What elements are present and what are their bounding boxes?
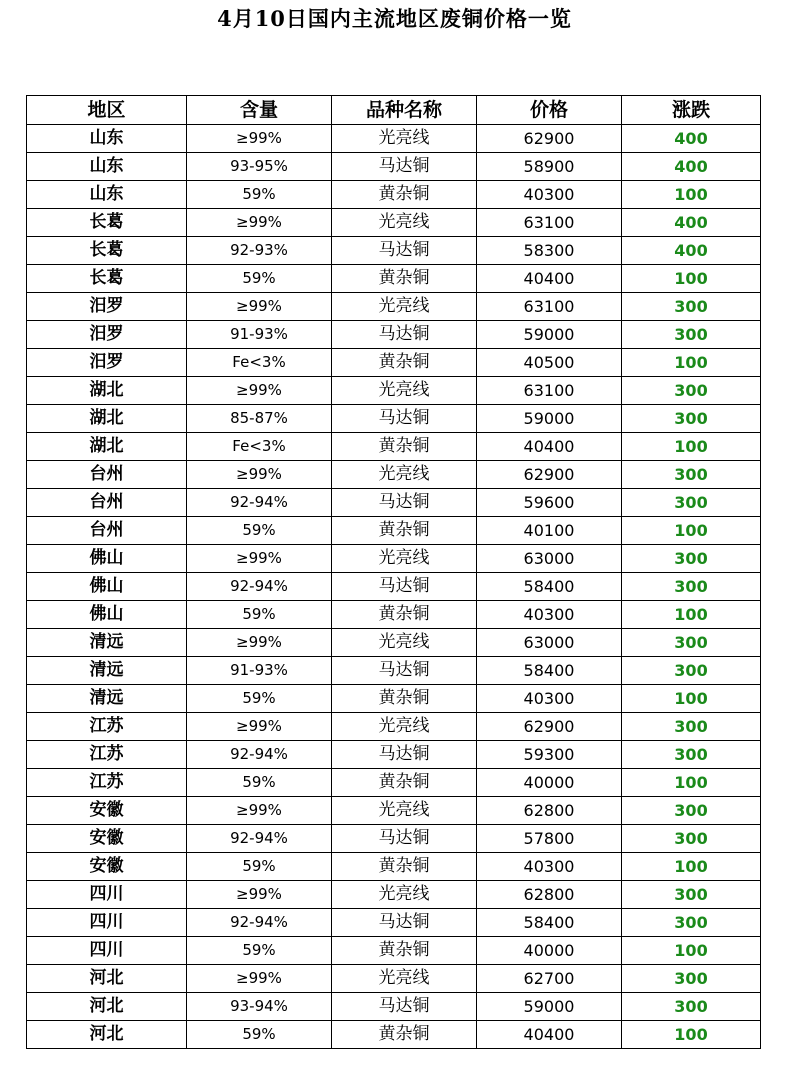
cell-content: 93-95% [187,153,332,181]
cell-content: 91-93% [187,657,332,685]
table-row [27,713,761,741]
table-row [27,125,761,153]
table-row [27,433,761,461]
table-row [27,909,761,937]
cell-variety: 光亮线 [332,125,477,153]
cell-price: 58400 [477,909,622,937]
cell-region: 山东 [27,153,187,181]
cell-content: ≥99% [187,713,332,741]
table-row [27,881,761,909]
cell-price: 40300 [477,853,622,881]
cell-change: 400 [622,209,761,237]
price-table [26,95,761,1049]
header-change: 涨跌 [622,96,761,125]
cell-region: 江苏 [27,769,187,797]
cell-change: 100 [622,433,761,461]
cell-content: 59% [187,601,332,629]
cell-content: 59% [187,517,332,545]
cell-change: 300 [622,881,761,909]
cell-region: 长葛 [27,237,187,265]
cell-region: 四川 [27,909,187,937]
cell-region: 安徽 [27,825,187,853]
cell-price: 40500 [477,349,622,377]
cell-change: 300 [622,825,761,853]
table-row [27,461,761,489]
table-row [27,489,761,517]
cell-price: 63100 [477,209,622,237]
cell-change: 100 [622,769,761,797]
cell-content: 92-94% [187,573,332,601]
table-row [27,825,761,853]
cell-variety: 光亮线 [332,293,477,321]
cell-change: 300 [622,461,761,489]
table-row [27,377,761,405]
cell-variety: 黄杂铜 [332,349,477,377]
cell-region: 安徽 [27,853,187,881]
header-region: 地区 [27,96,187,125]
table-row [27,965,761,993]
table-row [27,517,761,545]
cell-region: 湖北 [27,433,187,461]
cell-variety: 马达铜 [332,237,477,265]
cell-change: 100 [622,601,761,629]
cell-variety: 光亮线 [332,209,477,237]
table-row [27,657,761,685]
cell-change: 300 [622,489,761,517]
table-row [27,685,761,713]
cell-price: 58900 [477,153,622,181]
cell-content: 91-93% [187,321,332,349]
cell-region: 佛山 [27,545,187,573]
cell-change: 100 [622,517,761,545]
cell-change: 400 [622,237,761,265]
cell-change: 300 [622,629,761,657]
table-row [27,265,761,293]
cell-region: 佛山 [27,573,187,601]
cell-content: ≥99% [187,209,332,237]
cell-region: 山东 [27,181,187,209]
cell-price: 58400 [477,657,622,685]
cell-region: 湖北 [27,377,187,405]
cell-region: 台州 [27,517,187,545]
cell-variety: 光亮线 [332,713,477,741]
header-variety: 品种名称 [332,96,477,125]
cell-change: 300 [622,909,761,937]
table-row [27,797,761,825]
cell-variety: 黄杂铜 [332,517,477,545]
cell-content: Fe<3% [187,433,332,461]
cell-variety: 黄杂铜 [332,601,477,629]
cell-change: 100 [622,349,761,377]
cell-change: 400 [622,153,761,181]
cell-region: 湖北 [27,405,187,433]
cell-price: 59600 [477,489,622,517]
cell-variety: 马达铜 [332,909,477,937]
table-row [27,293,761,321]
cell-price: 58300 [477,237,622,265]
cell-region: 江苏 [27,741,187,769]
cell-variety: 光亮线 [332,461,477,489]
cell-change: 300 [622,377,761,405]
cell-region: 河北 [27,993,187,1021]
table-row [27,349,761,377]
cell-price: 57800 [477,825,622,853]
cell-price: 62900 [477,461,622,489]
cell-region: 清远 [27,685,187,713]
cell-content: Fe<3% [187,349,332,377]
table-row [27,853,761,881]
table-row [27,181,761,209]
cell-content: 85-87% [187,405,332,433]
cell-price: 59000 [477,993,622,1021]
cell-change: 100 [622,181,761,209]
table-row [27,741,761,769]
cell-content: 92-94% [187,825,332,853]
cell-price: 58400 [477,573,622,601]
cell-variety: 黄杂铜 [332,1021,477,1049]
table-row [27,993,761,1021]
cell-price: 40400 [477,265,622,293]
cell-price: 40400 [477,433,622,461]
cell-price: 63000 [477,629,622,657]
cell-content: 92-94% [187,489,332,517]
cell-variety: 光亮线 [332,545,477,573]
cell-price: 40300 [477,685,622,713]
cell-change: 100 [622,265,761,293]
cell-variety: 黄杂铜 [332,853,477,881]
cell-variety: 黄杂铜 [332,769,477,797]
cell-content: 59% [187,937,332,965]
cell-region: 安徽 [27,797,187,825]
cell-change: 300 [622,573,761,601]
cell-variety: 光亮线 [332,629,477,657]
cell-content: ≥99% [187,377,332,405]
cell-change: 300 [622,741,761,769]
cell-content: 92-93% [187,237,332,265]
cell-region: 汨罗 [27,349,187,377]
cell-change: 300 [622,321,761,349]
cell-price: 62900 [477,713,622,741]
cell-change: 100 [622,853,761,881]
cell-change: 400 [622,125,761,153]
cell-region: 山东 [27,125,187,153]
cell-content: ≥99% [187,461,332,489]
cell-price: 59300 [477,741,622,769]
cell-content: 59% [187,853,332,881]
cell-change: 100 [622,1021,761,1049]
table-row [27,769,761,797]
cell-price: 40000 [477,937,622,965]
cell-price: 62700 [477,965,622,993]
cell-content: ≥99% [187,629,332,657]
cell-region: 长葛 [27,209,187,237]
cell-price: 62800 [477,881,622,909]
table-row [27,237,761,265]
cell-region: 四川 [27,937,187,965]
table-row [27,153,761,181]
table-row [27,1021,761,1049]
table-row [27,321,761,349]
cell-content: 59% [187,685,332,713]
cell-region: 台州 [27,461,187,489]
cell-price: 62900 [477,125,622,153]
cell-variety: 马达铜 [332,489,477,517]
cell-region: 江苏 [27,713,187,741]
table-row [27,937,761,965]
cell-variety: 黄杂铜 [332,433,477,461]
table-row [27,601,761,629]
cell-region: 清远 [27,657,187,685]
cell-content: ≥99% [187,797,332,825]
cell-content: ≥99% [187,965,332,993]
cell-change: 300 [622,993,761,1021]
cell-change: 300 [622,657,761,685]
cell-variety: 光亮线 [332,965,477,993]
cell-variety: 马达铜 [332,993,477,1021]
cell-region: 河北 [27,1021,187,1049]
cell-price: 40300 [477,181,622,209]
header-row [27,96,761,125]
cell-region: 清远 [27,629,187,657]
cell-content: ≥99% [187,545,332,573]
cell-price: 62800 [477,797,622,825]
table-body [27,125,761,1049]
cell-change: 300 [622,713,761,741]
cell-price: 59000 [477,321,622,349]
table-row [27,209,761,237]
table-header [27,96,761,125]
cell-variety: 马达铜 [332,741,477,769]
cell-region: 长葛 [27,265,187,293]
page-title: 4月10日国内主流地区废铜价格一览 [217,6,572,31]
cell-content: 59% [187,265,332,293]
cell-variety: 马达铜 [332,573,477,601]
cell-region: 汨罗 [27,293,187,321]
cell-variety: 马达铜 [332,321,477,349]
cell-variety: 马达铜 [332,825,477,853]
header-price: 价格 [477,96,622,125]
cell-region: 汨罗 [27,321,187,349]
cell-change: 300 [622,965,761,993]
cell-variety: 光亮线 [332,797,477,825]
cell-content: 93-94% [187,993,332,1021]
cell-price: 63100 [477,293,622,321]
cell-variety: 光亮线 [332,377,477,405]
header-content: 含量 [187,96,332,125]
table-row [27,405,761,433]
cell-price: 59000 [477,405,622,433]
cell-change: 300 [622,797,761,825]
cell-price: 40300 [477,601,622,629]
cell-price: 40000 [477,769,622,797]
cell-content: ≥99% [187,881,332,909]
cell-variety: 黄杂铜 [332,685,477,713]
cell-region: 台州 [27,489,187,517]
cell-content: 59% [187,181,332,209]
cell-change: 100 [622,685,761,713]
cell-price: 63000 [477,545,622,573]
table-row [27,545,761,573]
cell-variety: 马达铜 [332,153,477,181]
cell-region: 四川 [27,881,187,909]
cell-variety: 马达铜 [332,405,477,433]
table-row [27,573,761,601]
cell-price: 40100 [477,517,622,545]
cell-price: 63100 [477,377,622,405]
cell-change: 300 [622,293,761,321]
cell-region: 佛山 [27,601,187,629]
cell-content: 92-94% [187,741,332,769]
cell-variety: 黄杂铜 [332,265,477,293]
cell-content: 59% [187,769,332,797]
cell-change: 100 [622,937,761,965]
cell-variety: 马达铜 [332,657,477,685]
table-row [27,629,761,657]
cell-content: ≥99% [187,293,332,321]
cell-variety: 黄杂铜 [332,937,477,965]
cell-region: 河北 [27,965,187,993]
cell-change: 300 [622,545,761,573]
cell-content: 59% [187,1021,332,1049]
cell-content: ≥99% [187,125,332,153]
cell-variety: 光亮线 [332,881,477,909]
cell-price: 40400 [477,1021,622,1049]
cell-variety: 黄杂铜 [332,181,477,209]
cell-change: 300 [622,405,761,433]
cell-content: 92-94% [187,909,332,937]
